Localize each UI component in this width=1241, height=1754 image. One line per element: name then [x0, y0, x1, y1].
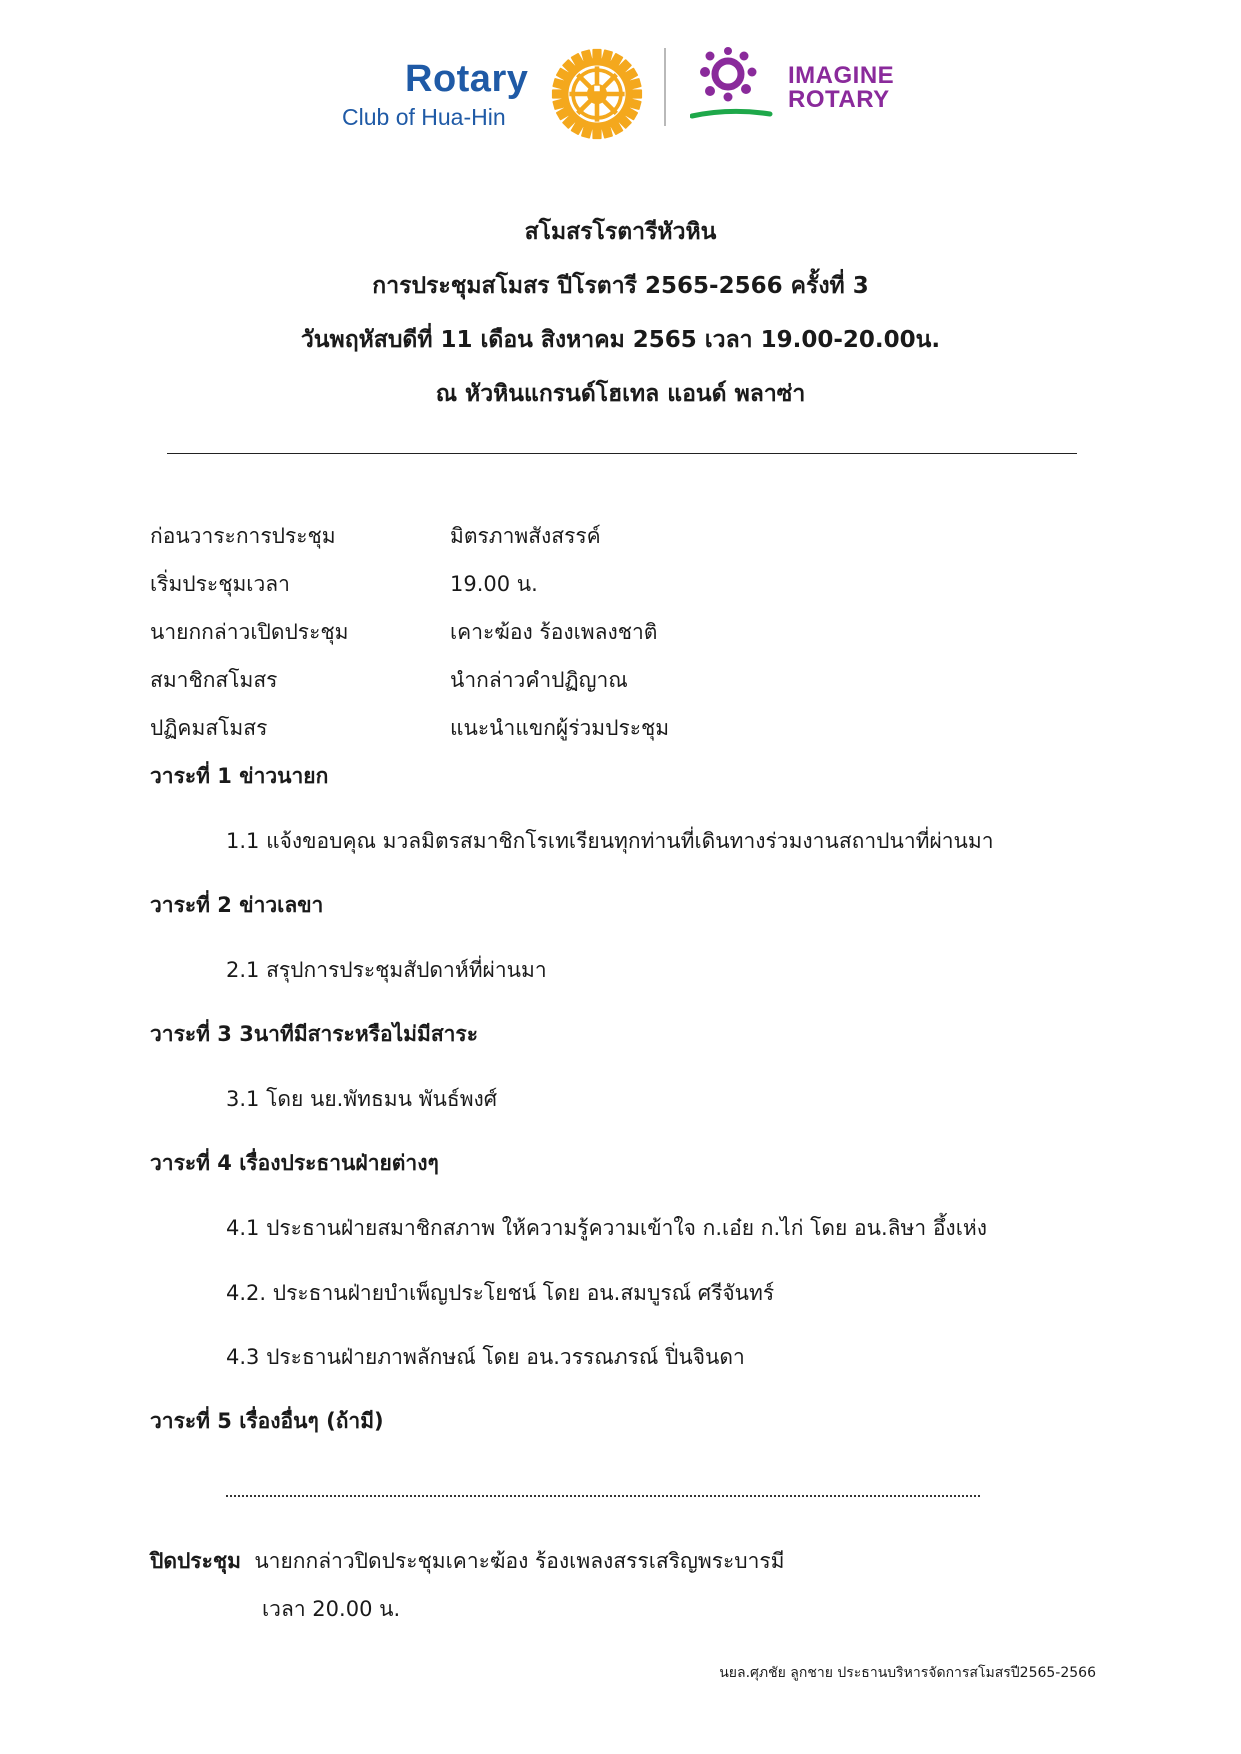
rotary-club-logo	[330, 44, 660, 140]
rotary-wheel-icon	[551, 48, 643, 140]
schedule-row	[150, 568, 538, 601]
meeting-title: การประชุมสโมสร ปีโรตารี 2565-2566 ครั้งที่ 3	[372, 273, 869, 299]
club-title: สโมสรโรตารีหัวหิน	[524, 219, 717, 245]
schedule-label: เริ่มประชุมเวลา	[150, 572, 290, 596]
schedule-label: สมาชิกสโมสร	[150, 668, 278, 692]
agenda-item: 4.3 ประธานฝ่ายภาพลักษณ์ โดย อน.วรรณภรณ์ ปิ่นจินดา	[226, 1345, 745, 1369]
schedule-row	[150, 712, 670, 745]
imagine-rotary-mark-icon	[690, 44, 780, 134]
header-rule	[167, 453, 1077, 454]
schedule-label: ก่อนวาระการประชุม	[150, 524, 336, 548]
club-name: Club of Hua-Hin	[342, 104, 506, 130]
schedule-label: นายกกล่าวเปิดประชุม	[150, 620, 349, 644]
agenda-item: 1.1 แจ้งขอบคุณ มวลมิตรสมาชิกโรเทเรียนทุกท่านที่เดินทางร่วมงานสถาปนาที่ผ่านมา	[226, 829, 994, 853]
agenda-heading-4: วาระที่ 4 เรื่องประธานฝ่ายต่างๆ	[150, 1151, 439, 1175]
agenda-heading-2: วาระที่ 2 ข่าวเลขา	[150, 893, 324, 917]
schedule-value: 19.00 น.	[450, 572, 538, 596]
schedule-value: เคาะฆ้อง ร้องเพลงชาติ	[450, 620, 658, 644]
schedule-label: ปฏิคมสโมสร	[150, 716, 268, 740]
meeting-venue: ณ หัวหินแกรนด์โฮเทล แอนด์ พลาซ่า	[435, 381, 806, 407]
imagine-rotary-logo	[690, 44, 940, 134]
closing-label: ปิดประชุม	[150, 1549, 241, 1573]
closing-time: เวลา 20.00 น.	[262, 1597, 401, 1621]
imagine-word: IMAGINE	[788, 62, 895, 89]
schedule-row	[150, 520, 601, 553]
closing-line	[150, 1545, 785, 1578]
agenda-item: 4.1 ประธานฝ่ายสมาชิกสภาพ ให้ความรู้ความเข้าใจ ก.เอ๋ย ก.ไก่ โดย อน.ลิษา อึ้งเห่ง	[226, 1216, 987, 1240]
schedule-value: นำกล่าวคำปฏิญาณ	[450, 668, 628, 692]
agenda-heading-5: วาระที่ 5 เรื่องอื่นๆ (ถ้ามี)	[150, 1409, 384, 1433]
schedule-row	[150, 664, 628, 697]
schedule-value: แนะนำแขกผู้ร่วมประชุม	[450, 716, 670, 740]
agenda-item: 4.2. ประธานฝ่ายบำเพ็ญประโยชน์ โดย อน.สมบูรณ์ ศรีจันทร์	[226, 1281, 775, 1305]
imagine-rotary-text	[788, 64, 894, 112]
dotted-fill-line	[226, 1495, 980, 1497]
schedule-row	[150, 616, 658, 649]
rotary-word-small: ROTARY	[788, 86, 890, 113]
agenda-heading-3: วาระที่ 3 3นาทีมีสาระหรือไม่มีสาระ	[150, 1022, 478, 1046]
meeting-date: วันพฤหัสบดีที่ 11 เดือน สิงหาคม 2565 เวลา 19.00-20.00น.	[300, 327, 941, 353]
logo-divider	[664, 48, 666, 126]
signature-line: นยล.ศุภชัย ลูกชาย ประธานบริหารจัดการสโมสรปี2565-2566	[719, 1665, 1096, 1681]
rotary-wordmark: Rotary	[405, 58, 529, 100]
schedule-value: มิตรภาพสังสรรค์	[450, 524, 601, 548]
closing-text: นายกกล่าวปิดประชุมเคาะฆ้อง ร้องเพลงสรรเสริญพระบารมี	[254, 1549, 785, 1573]
agenda-item: 3.1 โดย นย.พัทธมน พันธ์พงศ์	[226, 1087, 498, 1111]
document-title-block	[0, 205, 1241, 421]
agenda-heading-1: วาระที่ 1 ข่าวนายก	[150, 764, 329, 788]
agenda-item: 2.1 สรุปการประชุมสัปดาห์ที่ผ่านมา	[226, 958, 547, 982]
